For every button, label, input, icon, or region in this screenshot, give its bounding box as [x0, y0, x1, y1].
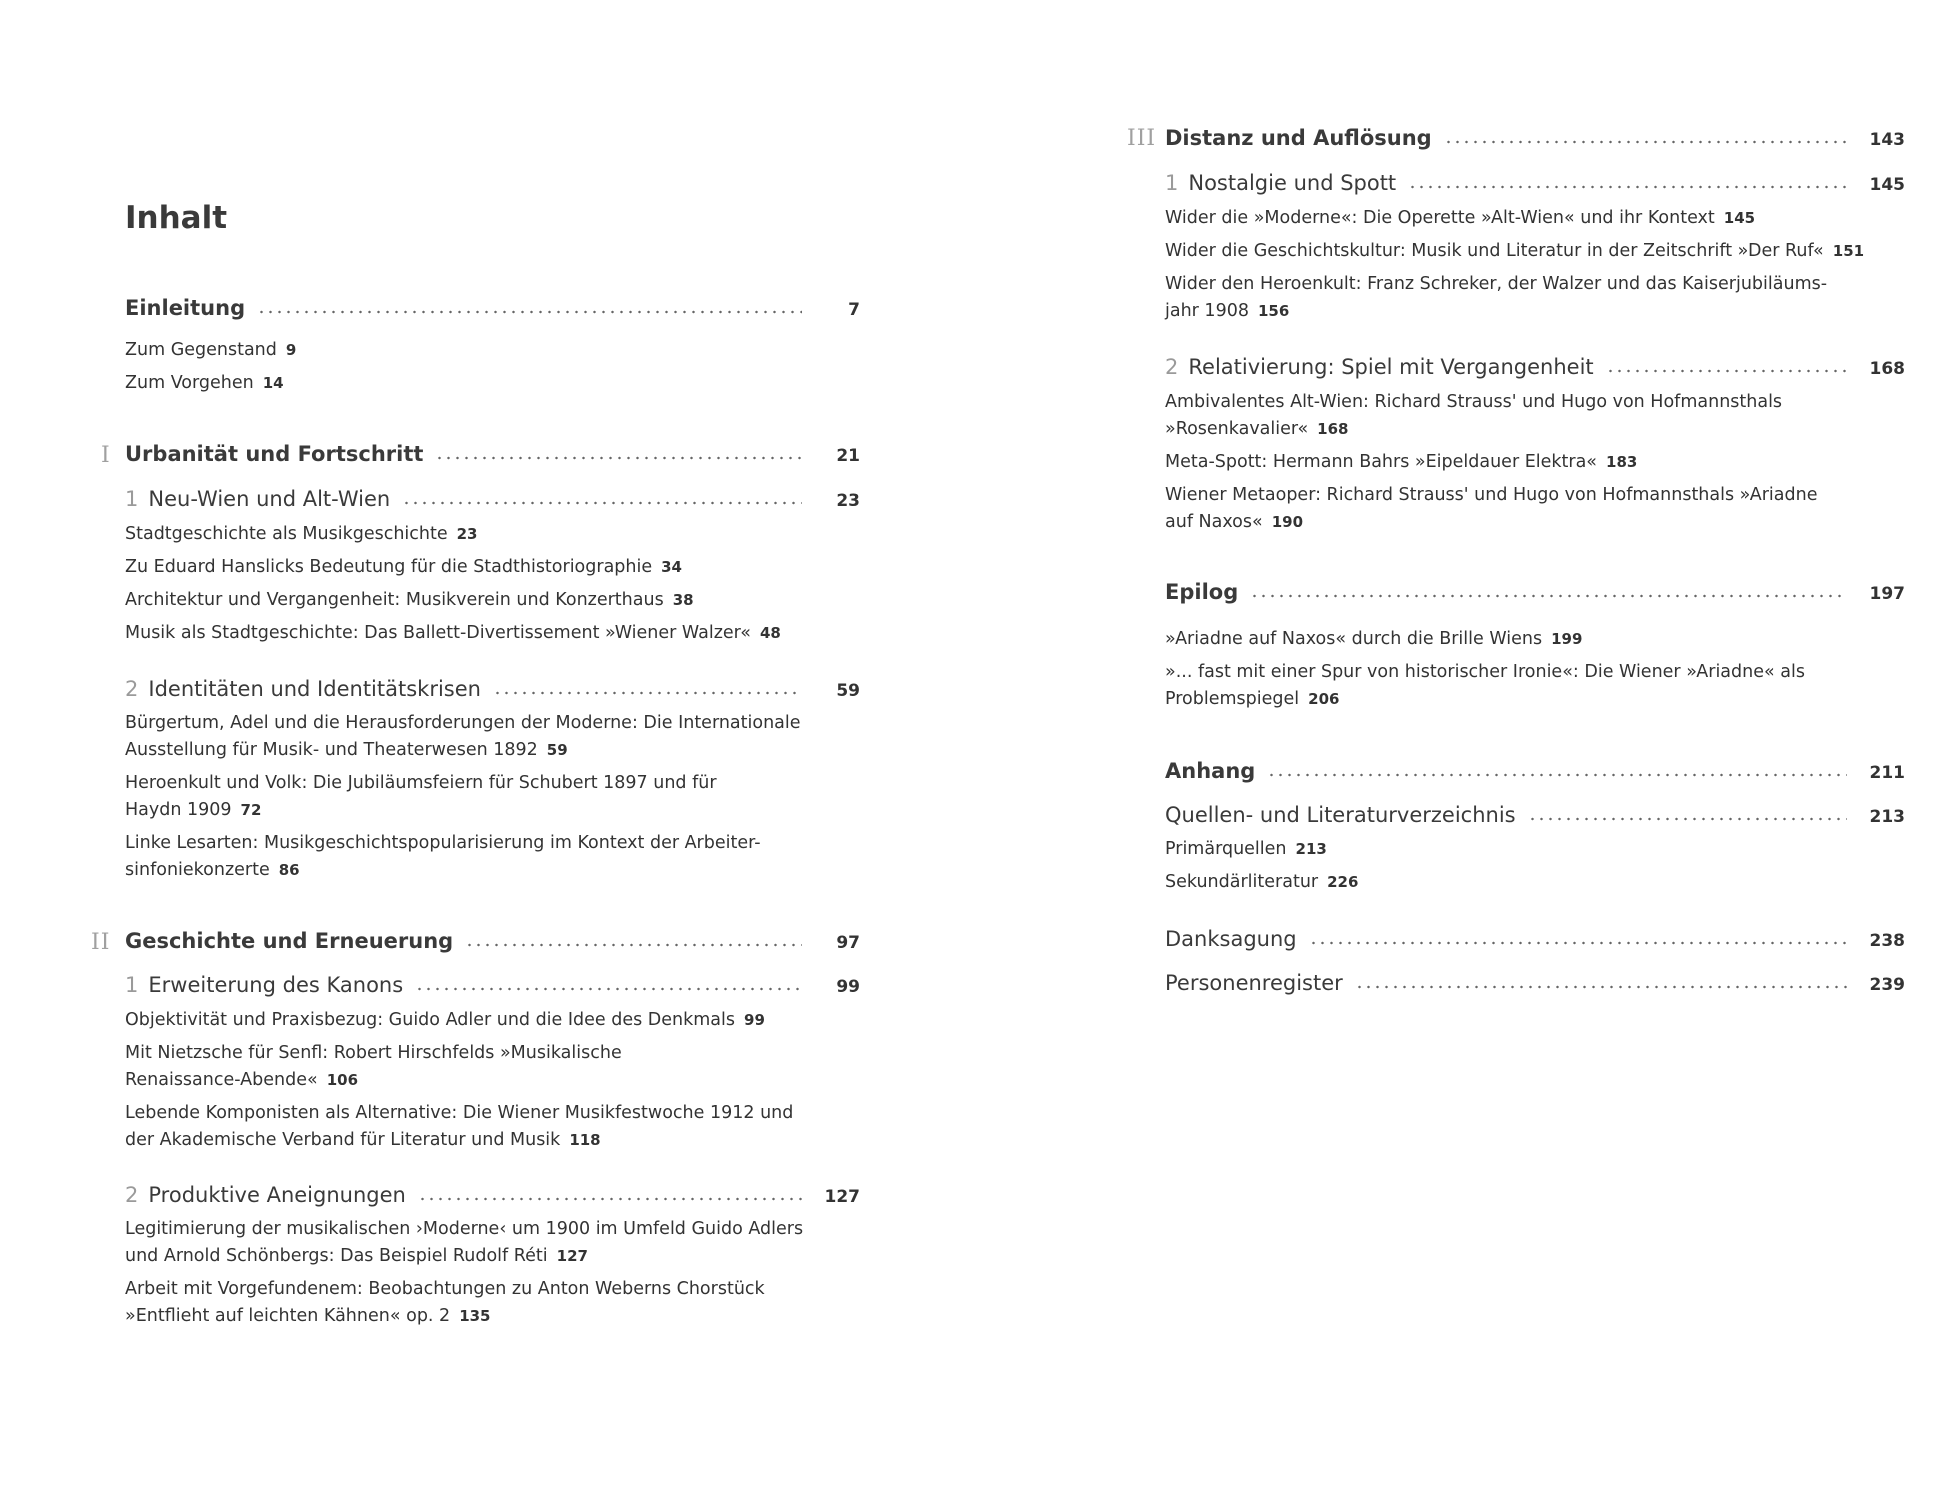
page-number: 226: [1327, 873, 1359, 891]
page-number: 206: [1308, 690, 1340, 708]
toc-subentry[interactable]: Heroenkult und Volk: Die Jubiläumsfeiern für Schubert 1897 und für Haydn 1909 72: [125, 773, 717, 820]
part-numeral: II: [91, 930, 111, 955]
toc-entry-part1[interactable]: [125, 442, 860, 466]
page-number: 156: [1257, 302, 1290, 320]
page-number: 190: [1271, 513, 1304, 531]
page-number: 34: [661, 558, 682, 576]
toc-chapter[interactable]: [125, 487, 860, 511]
dot-leader: [1606, 369, 1847, 373]
toc-subentry[interactable]: »... fast mit einer Spur von historischer Ironie«: Die Wiener »Ariadne« als Problemspiegel 206: [1165, 662, 1805, 709]
dot-leader: [1444, 140, 1847, 144]
toc-entry-danksagung[interactable]: [1165, 927, 1905, 951]
page-number: 127: [556, 1247, 588, 1265]
page-number: 99: [836, 977, 860, 997]
page-number: 9: [285, 341, 297, 359]
toc-subentry[interactable]: Wider die »Moderne«: Die Operette »Alt-Wien« und ihr Kontext 145: [1165, 208, 1756, 228]
page-number: 197: [1869, 584, 1905, 604]
toc-subentry[interactable]: Wider die Geschichtskultur: Musik und Literatur in der Zeitschrift »Der Ruf« 151: [1165, 241, 1865, 261]
dot-leader: [402, 501, 802, 505]
toc-entry-part3[interactable]: [1165, 126, 1905, 150]
page-number: 21: [836, 446, 860, 466]
chapter-number: 1: [1165, 171, 1179, 195]
page-number: 135: [459, 1307, 491, 1325]
entry-label: Neu-Wien und Alt-Wien: [148, 487, 391, 511]
toc-chapter[interactable]: [125, 1183, 860, 1207]
page-number: 59: [836, 681, 860, 701]
toc-subentry[interactable]: Wider den Heroenkult: Franz Schreker, der Walzer und das Kaiserjubiläums-jahr 1908 156: [1165, 274, 1828, 321]
toc-chapter[interactable]: [125, 677, 860, 701]
toc-subentry[interactable]: Mit Nietzsche für Senfl: Robert Hirschfelds »Musikalische Renaissance-Abende« 106: [125, 1043, 622, 1090]
page-number: 97: [836, 933, 860, 953]
page-number: 7: [848, 300, 860, 320]
dot-leader: [257, 310, 802, 314]
toc-subentry[interactable]: Zum Vorgehen 14: [125, 373, 284, 393]
toc-subentry[interactable]: Sekundärliteratur 226: [1165, 872, 1359, 892]
toc-subentry[interactable]: Stadtgeschichte als Musikgeschichte 23: [125, 524, 478, 544]
page-number: 213: [1869, 807, 1905, 827]
toc-subentry[interactable]: Architektur und Vergangenheit: Musikverein und Konzerthaus 38: [125, 590, 694, 610]
toc-chapter[interactable]: [1165, 171, 1905, 195]
page-number: 48: [759, 624, 781, 642]
dot-leader: [418, 1197, 802, 1201]
page-number: 59: [546, 741, 568, 759]
chapter-number: 1: [125, 487, 139, 511]
entry-label: Distanz und Auflösung: [1165, 126, 1432, 150]
entry-label: Geschichte und Erneuerung: [125, 929, 454, 953]
part-numeral: III: [1127, 126, 1157, 151]
dot-leader: [1309, 941, 1847, 945]
page-number: 151: [1832, 242, 1865, 260]
toc-subentry[interactable]: Objektivität und Praxisbezug: Guido Adler und die Idee des Denkmals 99: [125, 1010, 765, 1030]
toc-subentry[interactable]: »Ariadne auf Naxos« durch die Brille Wiens 199: [1165, 629, 1583, 649]
entry-label: Danksagung: [1165, 927, 1297, 951]
toc-subentry[interactable]: Wiener Metaoper: Richard Strauss' und Hugo von Hofmannsthals »Ariadne auf Naxos« 190: [1165, 485, 1818, 532]
toc-subentry[interactable]: Ambivalentes Alt-Wien: Richard Strauss' und Hugo von Hofmannsthals »Rosenkavalier« 168: [1165, 392, 1783, 439]
toc-subentry[interactable]: Primärquellen 213: [1165, 839, 1327, 859]
entry-label: Nostalgie und Spott: [1188, 171, 1397, 195]
dot-leader: [435, 456, 802, 460]
page-number: 238: [1869, 931, 1905, 951]
page-number: 168: [1869, 359, 1905, 379]
toc-subentry[interactable]: Arbeit mit Vorgefundenem: Beobachtungen zu Anton Weberns Chorstück »Entflieht auf leichten Kähnen« op. 2 135: [125, 1279, 765, 1326]
entry-label: Quellen- und Literaturverzeichnis: [1165, 803, 1516, 827]
toc-subentry[interactable]: Legitimierung der musikalischen ›Moderne‹ um 1900 im Umfeld Guido Adlers und Arnold Schönbergs: Das Beispiel Rudolf Réti 127: [125, 1219, 804, 1266]
page-number: 213: [1295, 840, 1327, 858]
toc-entry-part2[interactable]: [125, 929, 860, 953]
toc-entry-einleitung[interactable]: [125, 296, 860, 320]
entry-label: Relativierung: Spiel mit Vergangenheit: [1188, 355, 1594, 379]
chapter-number: 1: [125, 973, 139, 997]
entry-label: Produktive Aneignungen: [148, 1183, 406, 1207]
page-number: 38: [672, 591, 694, 609]
entry-label: Anhang: [1165, 759, 1256, 783]
dot-leader: [465, 943, 802, 947]
dot-leader: [1250, 594, 1847, 598]
page-number: 143: [1869, 130, 1905, 150]
page-number: 127: [824, 1187, 860, 1207]
entry-label: Urbanität und Fortschritt: [125, 442, 424, 466]
dot-leader: [1355, 985, 1847, 989]
dot-leader: [493, 691, 802, 695]
page-number: 145: [1869, 175, 1905, 195]
page-number: 23: [836, 491, 860, 511]
entry-label: Identitäten und Identitätskrisen: [148, 677, 481, 701]
toc-entry-quellen[interactable]: [1165, 803, 1905, 827]
toc-subentry[interactable]: Musik als Stadtgeschichte: Das Ballett-Divertissement »Wiener Walzer« 48: [125, 623, 781, 643]
dot-leader: [1267, 773, 1847, 777]
dot-leader: [415, 987, 802, 991]
toc-subentry[interactable]: Meta-Spott: Hermann Bahrs »Eipeldauer Elektra« 183: [1165, 452, 1638, 472]
toc-subentry[interactable]: Linke Lesarten: Musikgeschichtspopularisierung im Kontext der Arbeiter-sinfoniekonzerte 86: [125, 833, 761, 880]
toc-chapter[interactable]: [1165, 355, 1905, 379]
page-number: 72: [240, 801, 262, 819]
toc-entry-anhang[interactable]: [1165, 759, 1905, 783]
chapter-number: 2: [125, 1183, 139, 1207]
toc-chapter[interactable]: [125, 973, 860, 997]
page-number: 211: [1869, 763, 1905, 783]
page-number: 239: [1869, 975, 1905, 995]
toc-entry-register[interactable]: [1165, 971, 1905, 995]
page-number: 118: [569, 1131, 601, 1149]
chapter-number: 2: [125, 677, 139, 701]
toc-entry-epilog[interactable]: [1165, 580, 1905, 604]
toc-subentry[interactable]: Bürgertum, Adel und die Herausforderungen der Moderne: Die Internationale Ausstellung für Musik- und Theaterwesen 1892 59: [125, 713, 801, 760]
entry-label: Erweiterung des Kanons: [148, 973, 404, 997]
page-number: 14: [262, 374, 284, 392]
page-number: 106: [326, 1071, 359, 1089]
page-number: 23: [456, 525, 478, 543]
page-number: 145: [1723, 209, 1756, 227]
entry-label: Epilog: [1165, 580, 1239, 604]
toc-subentry[interactable]: Zu Eduard Hanslicks Bedeutung für die Stadthistoriographie 34: [125, 557, 682, 577]
chapter-number: 2: [1165, 355, 1179, 379]
toc-subentry[interactable]: Lebende Komponisten als Alternative: Die Wiener Musikfestwoche 1912 und der Akademische Verband für Literatur und Musik 118: [125, 1103, 794, 1150]
toc-subentry[interactable]: Zum Gegenstand 9: [125, 340, 297, 360]
part-numeral: I: [101, 443, 111, 468]
page-number: 183: [1606, 453, 1638, 471]
page-number: 168: [1317, 420, 1349, 438]
page-number: 199: [1551, 630, 1583, 648]
entry-label: Einleitung: [125, 296, 246, 320]
dot-leader: [1528, 817, 1847, 821]
page-title: Inhalt: [125, 200, 228, 236]
page-number: 86: [278, 861, 300, 879]
page-number: 99: [744, 1011, 765, 1029]
entry-label: Personenregister: [1165, 971, 1343, 995]
dot-leader: [1408, 185, 1847, 189]
